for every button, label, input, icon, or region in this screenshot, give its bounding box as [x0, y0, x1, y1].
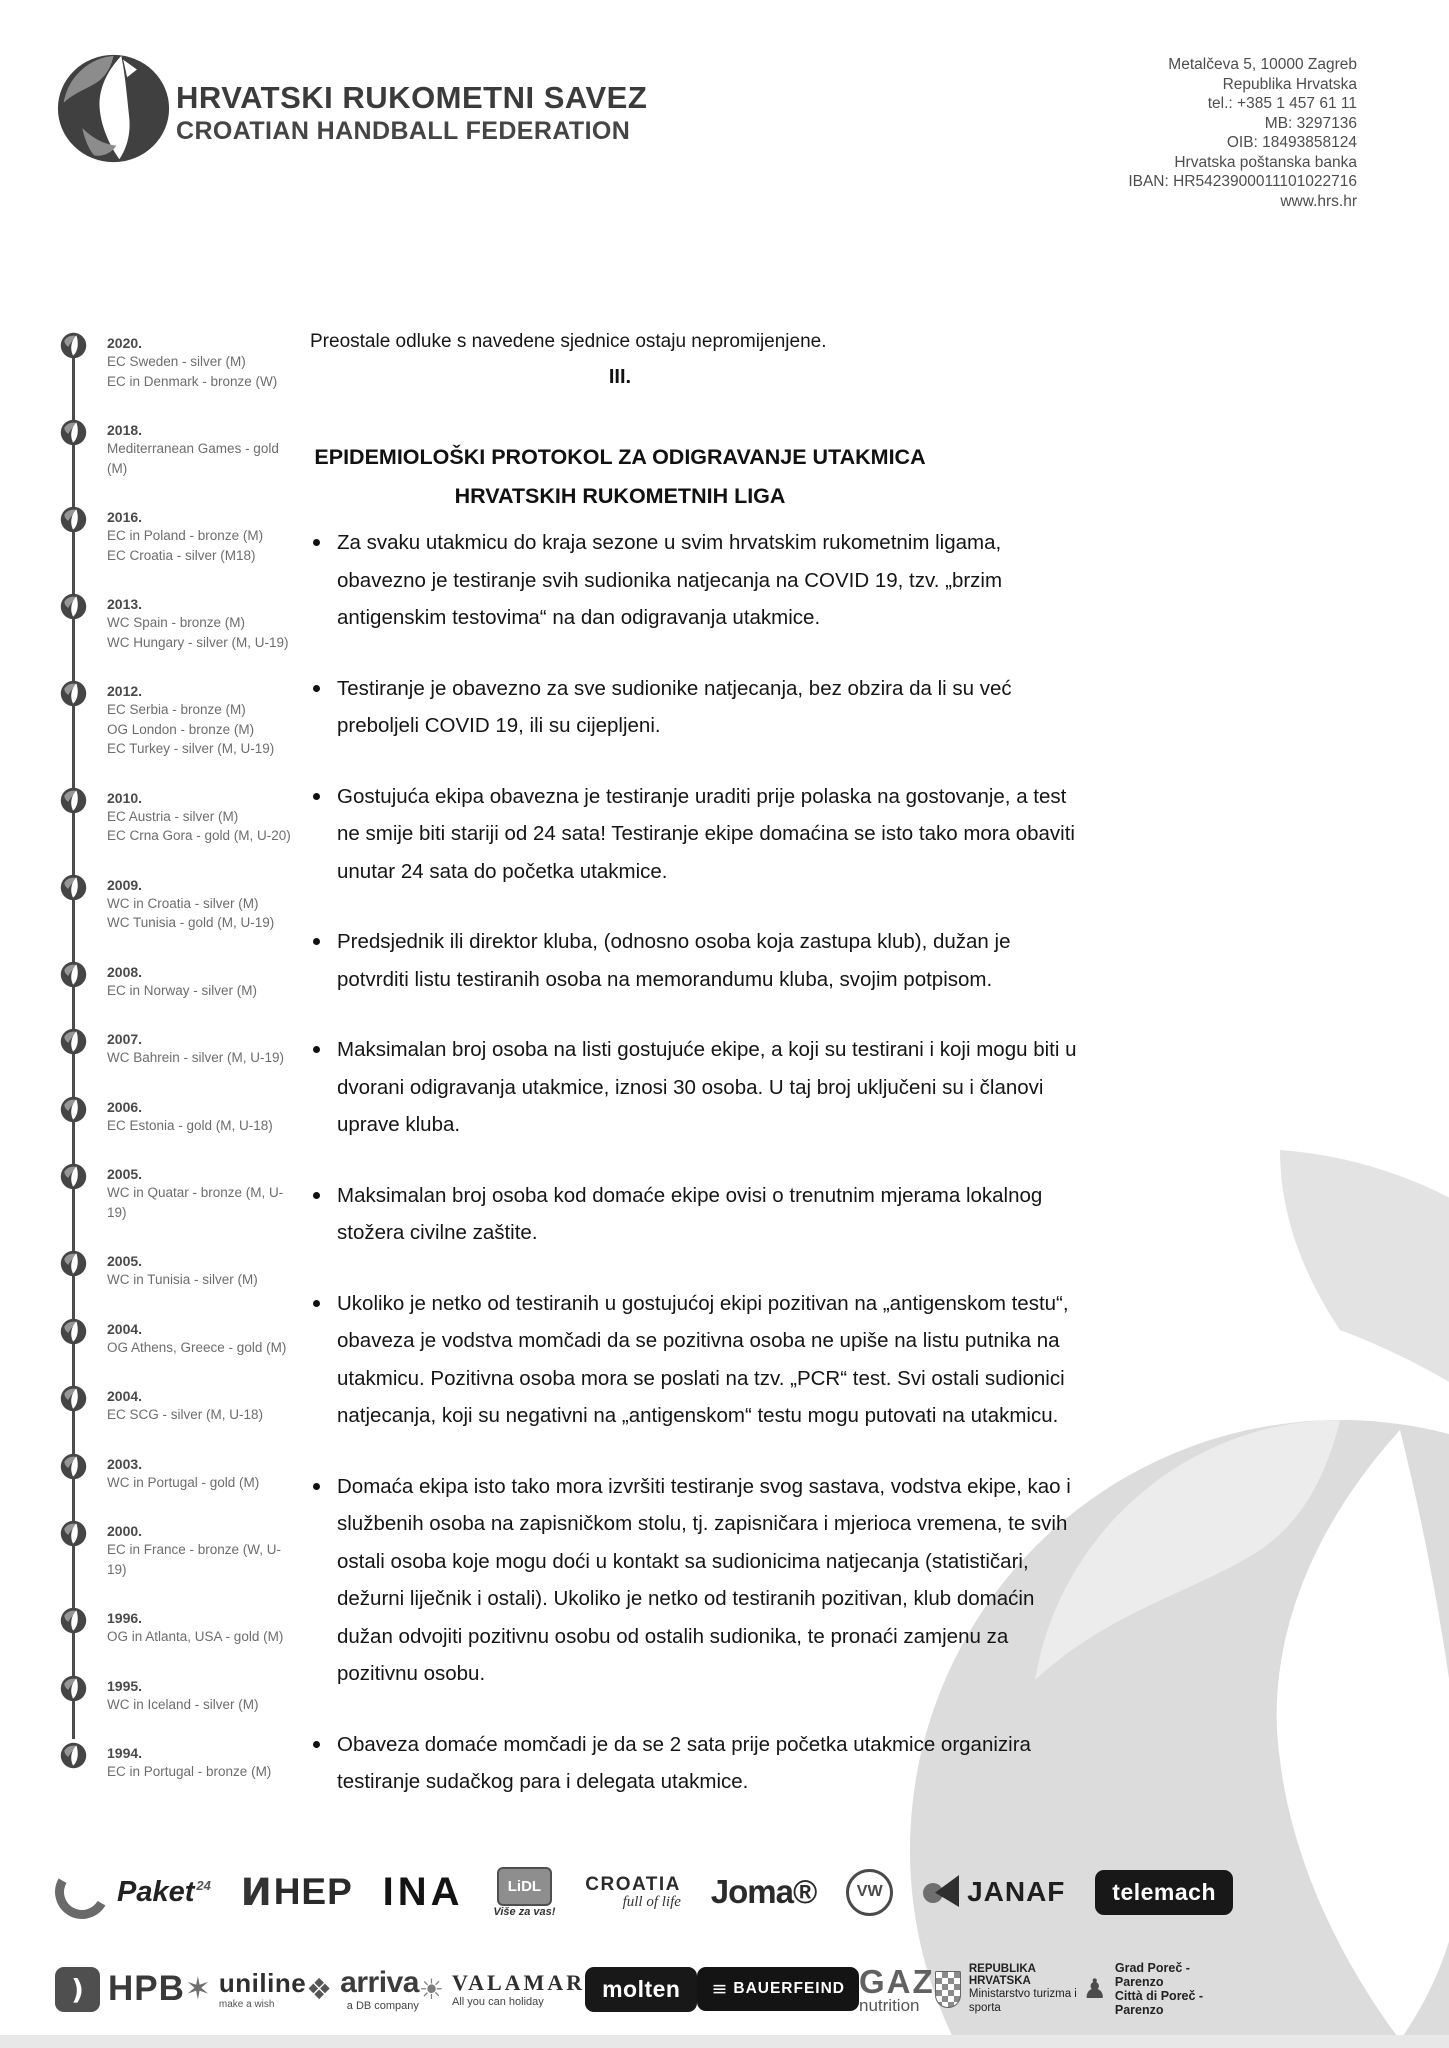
hrs-mini-logo-icon — [60, 1096, 87, 1123]
sponsor-label: GAZ — [859, 1962, 935, 2000]
sponsor-sublabel: Città di Poreč - Parenzo — [1114, 1989, 1204, 2017]
sponsor-label: Paket — [117, 1875, 195, 1908]
timeline-result: EC in Denmark - bronze (W) — [107, 373, 278, 389]
timeline-entry — [60, 1165, 298, 1222]
org-name-english: CROATIAN HANDBALL FEDERATION — [176, 117, 631, 145]
bullet-dot-icon — [313, 793, 320, 800]
bullet-text: Testiranje je obavezno za sve sudionike natjecanja, bez obzira da li su već preboljeli COVID 19, ili su cijepljeni. — [337, 676, 1012, 737]
contact-block — [1128, 55, 1357, 211]
uniline-logo — [185, 1968, 306, 2010]
contact-website: www.hrs.hr — [1280, 192, 1357, 210]
hrs-mini-logo-icon — [60, 1675, 87, 1702]
sponsor-label: INA — [382, 1869, 464, 1914]
timeline-entry — [60, 789, 298, 846]
hrs-mini-logo-icon — [60, 1385, 87, 1412]
sponsor-sublabel: nutrition — [859, 1995, 920, 2015]
timeline-entry — [60, 1455, 298, 1493]
hrs-mini-logo-icon — [60, 419, 87, 446]
hrs-mini-logo-icon — [60, 1318, 87, 1345]
sponsor-label: HPB — [108, 1969, 185, 2008]
timeline-year: 2012. — [107, 683, 143, 699]
timeline-result: EC SCG - silver (M, U-18) — [107, 1407, 264, 1422]
sponsor-label: Grad Poreč - Parenzo — [1114, 1961, 1190, 1989]
bullet-dot-icon — [313, 1483, 320, 1490]
hep-mark-icon: И — [240, 1870, 272, 1914]
sponsor-label: BAUERFEIND — [733, 1980, 846, 1997]
hrs-mini-logo-icon — [60, 1250, 87, 1277]
timeline-result: EC in France - bronze (W, U-19) — [107, 1542, 282, 1577]
volkswagen-logo — [846, 1869, 893, 1916]
hrs-mini-logo-icon — [60, 593, 87, 620]
hrs-mini-logo-icon — [60, 1028, 87, 1055]
ministry-tourism-logo — [935, 1963, 1083, 2016]
scan-edge-shadow — [0, 2035, 1449, 2048]
uniline-star-icon: ✶ — [184, 1971, 211, 2007]
protocol-bullet-item — [313, 923, 1077, 998]
timeline-result: EC in Poland - bronze (M) — [107, 528, 264, 543]
bauerfeind-lines-icon: ≡ — [711, 1978, 728, 2000]
section-number: III. — [608, 366, 632, 388]
timeline-result: WC Spain - bronze (M) — [107, 615, 246, 630]
intro-paragraph: Preostale odluke s navedene sjednice ostaju nepromijenjene. — [310, 331, 827, 352]
sponsor-label: VW — [846, 1869, 893, 1916]
timeline-result: EC Crna Gora - gold (M, U-20) — [107, 828, 291, 843]
bauerfeind-logo — [697, 1967, 859, 2011]
sponsor-label: LiDL — [497, 1867, 552, 1906]
timeline-result: WC in Iceland - silver (M) — [107, 1696, 259, 1712]
hrs-mini-logo-icon — [60, 1520, 87, 1547]
sponsor-sublabel: a DB company — [346, 2000, 419, 2012]
timeline-entry — [60, 1387, 298, 1425]
valamar-sun-icon: ☀ — [418, 1972, 445, 2006]
hrs-mini-logo-icon — [60, 1163, 87, 1190]
timeline-entry — [60, 1609, 298, 1647]
timeline-year: 1994. — [107, 1745, 143, 1761]
timeline-entry — [60, 876, 298, 933]
contact-address: Metalčeva 5, 10000 Zagreb — [1168, 56, 1357, 73]
timeline-year: 2013. — [107, 596, 143, 612]
timeline-result: WC in Portugal - gold (M) — [107, 1474, 260, 1490]
timeline-result: EC in Portugal - bronze (M) — [107, 1764, 272, 1779]
timeline-year: 2003. — [107, 1455, 143, 1472]
contact-country: Republika Hrvatska — [1222, 75, 1357, 93]
bullet-text: Za svaku utakmicu do kraja sezone u svim hrvatskim rukometnim ligama, obavezno je testiranje svih sudionika natjecanja na COVID 19, tzv. „brzim antigenskim testovima“ na dan odigravanja utakmice. — [337, 531, 1003, 629]
sponsor-sublabel: Ministarstvo turizma i sporta — [968, 1987, 1077, 2014]
bullet-text: Maksimalan broj osoba kod domaće ekipe ovisi o trenutnim mjerama lokalnog stožera civilne zaštite. — [337, 1183, 1043, 1244]
timeline-result: WC in Quatar - bronze (M, U-19) — [107, 1185, 284, 1220]
contact-iban: IBAN: HR5423900011101022716 — [1128, 173, 1357, 190]
protocol-heading: EPIDEMIOLOŠKI PROTOKOL ZA ODIGRAVANJE UTAKMICA HRVATSKIH RUKOMETNIH LIGA — [314, 445, 926, 509]
bullet-text: Maksimalan broj osoba na listi gostujuće ekipe, a koji su testirani i koji mogu biti u dvorani odigravanja utakmice, iznosi 30 osoba. U taj broj uključeni su i članovi uprave kluba. — [337, 1038, 1077, 1136]
sponsor-label: telemach — [1112, 1878, 1216, 1905]
ina-logo — [383, 1870, 464, 1915]
sponsor-label: HEP — [273, 1871, 353, 1912]
sponsor-sublabel: make a wish — [218, 1999, 275, 2010]
timeline-year: 2020. — [107, 335, 143, 351]
hrs-mini-logo-icon — [60, 332, 87, 359]
timeline-year: 2004. — [107, 1320, 143, 1337]
timeline-result: EC Austria - silver (M) — [107, 808, 239, 824]
valamar-logo — [419, 1970, 585, 2008]
timeline-year: 1996. — [107, 1610, 143, 1626]
bullet-text: Domaća ekipa isto tako mora izvršiti testiranje svog sastava, vodstva ekipe, kao i službenih osoba na zapisničkom stolu, tj. zapisničara i mjerioca vremena, te svih ostali osoba koje mogu doći u kontakt sa sudionicima natjecanja (statističari, dežurni liječnik i ostali). Ukoliko je netko od testiranih pozitivan, klub domaćin dužan odvojiti pozitivnu osobu od ostalih sudionika, te pronaći zamjenu za pozitivnu osobu. — [337, 1474, 1071, 1685]
timeline-year: 2007. — [107, 1031, 143, 1047]
timeline-entry — [60, 1522, 298, 1579]
timeline-entry — [60, 1744, 298, 1782]
contact-bank: Hrvatska poštanska banka — [1174, 153, 1357, 171]
hep-logo — [241, 1871, 353, 1914]
timeline-year: 2000. — [107, 1523, 143, 1539]
bullet-dot-icon — [313, 938, 320, 945]
timeline-result: OG in Atlanta, USA - gold (M) — [107, 1629, 284, 1644]
timeline-result: WC Bahrein - silver (M, U-19) — [107, 1050, 285, 1065]
bullet-text: Ukoliko je netko od testiranih u gostujućoj ekipi pozitivan na „antigenskom testu“, obaveza je vodstva momčadi da se pozitivna osoba ne upiše na listu putnika na utakmicu. Pozitivna osoba mora se poslati na tzv. „PCR“ test. Svi ostali sudionici natjecanja, koji su negativni na „antigenskom“ testu mogu putovati na utakmicu. — [337, 1291, 1069, 1427]
sponsor-label: REPUBLIKA HRVATSKA — [968, 1962, 1036, 1987]
sponsor-label: Joma® — [710, 1873, 817, 1910]
timeline-result: WC in Tunisia - silver (M) — [107, 1272, 258, 1287]
sponsor-sublabel: All you can holiday — [452, 1996, 544, 2008]
hrs-mini-logo-icon — [60, 1607, 87, 1634]
timeline-year: 2004. — [107, 1388, 143, 1404]
timeline-result: EC Croatia - silver (M18) — [107, 547, 256, 563]
timeline-result: EC Estonia - gold (M, U-18) — [107, 1117, 273, 1133]
timeline-entry — [60, 1320, 298, 1358]
bullet-dot-icon — [313, 685, 320, 692]
protocol-bullet-list — [313, 524, 1077, 1834]
timeline-year: 2005. — [107, 1253, 143, 1269]
paket-swoosh-icon — [49, 1859, 115, 1925]
sponsor-sublabel: 24 — [196, 1877, 211, 1893]
timeline-year: 2008. — [107, 963, 143, 980]
timeline-year: 2006. — [107, 1098, 143, 1115]
lidl-logo — [493, 1867, 555, 1918]
sponsor-label: VALAMAR — [452, 1970, 586, 1995]
timeline-year: 2018. — [107, 422, 143, 438]
sponsor-label: arriva — [340, 1966, 419, 1999]
contact-oib: OIB: 18493858124 — [1226, 134, 1357, 151]
bullet-text: Obaveza domaće momčadi je da se 2 sata prije početka utakmice organizira testiranje sudačkog para i delegata utakmice. — [337, 1732, 1031, 1793]
timeline-entry — [60, 595, 298, 652]
timeline-entry — [60, 1030, 298, 1068]
hrs-mini-logo-icon — [60, 874, 87, 901]
janaf-drop-icon — [923, 1875, 959, 1909]
protocol-bullet-item — [313, 1031, 1077, 1144]
timeline-result: Mediterranean Games - gold (M) — [107, 441, 279, 476]
gaz-nutrition-logo — [859, 1963, 935, 2016]
bullet-dot-icon — [313, 1192, 320, 1199]
sponsor-label: uniline — [218, 1968, 307, 1998]
hrs-federation-logo — [55, 50, 172, 167]
timeline-result: EC Serbia - bronze (M) — [107, 702, 246, 717]
sponsor-row-2 — [55, 1944, 1233, 2034]
timeline-year: 2016. — [107, 509, 143, 525]
sponsor-sublabel: full of life — [622, 1893, 681, 1910]
bullet-dot-icon — [313, 1300, 320, 1307]
hrs-mini-logo-icon — [60, 961, 87, 988]
arriva-mark-icon: ❖ — [306, 1972, 333, 2006]
achievements-timeline — [60, 334, 298, 1812]
porec-emblem-icon: ♟ — [1082, 1973, 1107, 2005]
bullet-dot-icon — [313, 539, 320, 546]
sponsor-row-1 — [55, 1848, 1233, 1936]
hrs-mini-logo-icon — [60, 1742, 87, 1769]
timeline-entry — [60, 963, 298, 1001]
timeline-result: WC in Croatia - silver (M) — [107, 895, 259, 911]
molten-logo — [585, 1967, 697, 2012]
timeline-result: EC Turkey - silver (M, U-19) — [107, 741, 275, 756]
hrs-mini-logo-icon — [60, 506, 87, 533]
sponsor-label: CROATIA — [585, 1873, 681, 1895]
timeline-result: WC Hungary - silver (M, U-19) — [107, 634, 289, 650]
sponsor-label: molten — [602, 1975, 681, 2002]
joma-logo — [711, 1873, 817, 1911]
bullet-dot-icon — [313, 1046, 320, 1053]
timeline-result: WC Tunisia - gold (M, U-19) — [107, 915, 275, 930]
ministry-coat-icon — [935, 1971, 961, 2008]
hpb-logo — [55, 1967, 185, 2012]
timeline-entry — [60, 1677, 298, 1715]
janaf-logo — [923, 1875, 1065, 1909]
timeline-entry — [60, 1098, 298, 1136]
sponsor-sublabel: Više za vas! — [493, 1905, 556, 1918]
timeline-year: 2009. — [107, 876, 143, 893]
timeline-entry — [60, 682, 298, 759]
contact-mb: MB: 3297136 — [1264, 114, 1357, 132]
hpb-mark-icon: ) — [55, 1967, 100, 2012]
timeline-entry — [60, 508, 298, 565]
bullet-text: Gostujuća ekipa obavezna je testiranje uraditi prije polaska na gostovanje, a test ne smije biti stariji od 24 sata! Testiranje ekipe domaćina se isto tako mora obaviti unutar 24 sata do početka utakmice. — [337, 784, 1075, 883]
porec-city-logo — [1083, 1961, 1233, 2017]
timeline-entry — [60, 1252, 298, 1290]
timeline-result: EC in Norway - silver (M) — [107, 982, 258, 998]
hrs-mini-logo-icon — [60, 1453, 87, 1480]
croatia-tourism-logo — [585, 1874, 681, 1911]
timeline-year: 1995. — [107, 1677, 143, 1694]
protocol-bullet-item — [313, 670, 1077, 745]
hrs-mini-logo-icon — [60, 680, 87, 707]
bullet-dot-icon — [313, 1741, 320, 1748]
protocol-bullet-item — [313, 778, 1077, 891]
hrs-mini-logo-icon — [60, 787, 87, 814]
timeline-result: EC Sweden - silver (M) — [107, 354, 246, 369]
timeline-result: OG Athens, Greece - gold (M) — [107, 1339, 287, 1355]
protocol-bullet-item — [313, 1468, 1077, 1693]
contact-phone: tel.: +385 1 457 61 11 — [1207, 95, 1357, 112]
bullet-text: Predsjednik ili direktor kluba, (odnosno osoba koja zastupa klub), dužan je potvrditi listu testiranih osoba na memorandumu kluba, svojim potpisom. — [337, 930, 1011, 991]
protocol-bullet-item — [313, 1177, 1077, 1252]
protocol-bullet-item — [313, 1726, 1077, 1801]
paket24-logo — [55, 1865, 211, 1919]
sponsor-label: JANAF — [967, 1876, 1066, 1907]
arriva-logo — [306, 1966, 419, 2012]
protocol-bullet-item — [313, 524, 1077, 637]
telemach-logo — [1095, 1870, 1233, 1915]
protocol-bullet-item — [313, 1285, 1077, 1435]
timeline-year: 2005. — [107, 1166, 143, 1182]
org-name: HRVATSKI RUKOMETNI SAVEZ — [176, 80, 648, 115]
timeline-result: OG London - bronze (M) — [107, 721, 255, 737]
timeline-year: 2010. — [107, 789, 143, 806]
